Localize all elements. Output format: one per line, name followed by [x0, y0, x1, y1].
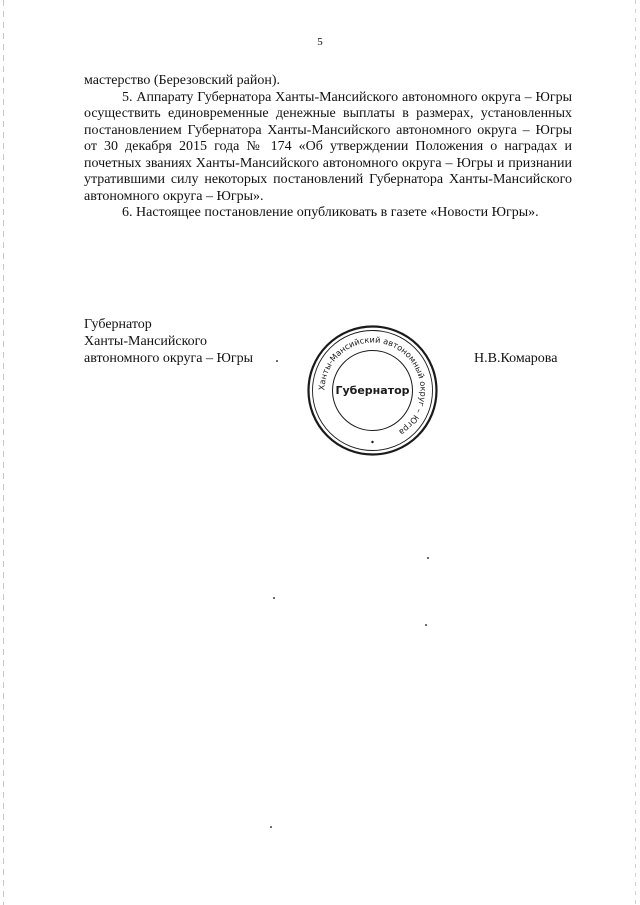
scan-speck [276, 360, 278, 362]
signatory-name: Н.В.Комарова [474, 351, 558, 366]
signatory-title-line-2: Ханты-Мансийского [84, 334, 208, 349]
paragraph-continuation: мастерство (Березовский район). [84, 73, 281, 88]
scan-edge-right [635, 0, 636, 905]
scan-speck [427, 557, 429, 559]
seal-center-text: Губернатор [335, 384, 410, 397]
scan-edge-left [3, 0, 4, 905]
signatory-title-line-1: Губернатор [84, 317, 152, 332]
official-seal [305, 323, 440, 458]
seal-ring-text: Ханты-Мансийский автономный округ – Югра [316, 334, 429, 438]
paragraph-5: 5. Аппарату Губернатора Ханты-Мансийского автономного округа – Югры осуществить единовременные денежные выплаты в размерах, установленных постановлением Губернатора Ханты-Мансийского автономного округа – Югры от 30 декабря 2015 года № 174 «Об утверждении Положения о наградах и почетных званиях Ханты-Мансийского автономного округа – Югры и признании утратившими силу некоторых постановлений Губернатора Ханты-Мансийского автономного округа – Югры». [84, 89, 572, 204]
signatory-title-line-3: автономного округа – Югры [84, 351, 253, 366]
scan-speck [273, 597, 275, 599]
page-number: 5 [317, 36, 323, 48]
document-body [84, 73, 572, 222]
signatory-title [84, 316, 253, 367]
scan-speck [270, 826, 272, 828]
scan-speck [425, 624, 427, 626]
paragraph-6: 6. Настоящее постановление опубликовать в газете «Новости Югры». [122, 205, 539, 220]
